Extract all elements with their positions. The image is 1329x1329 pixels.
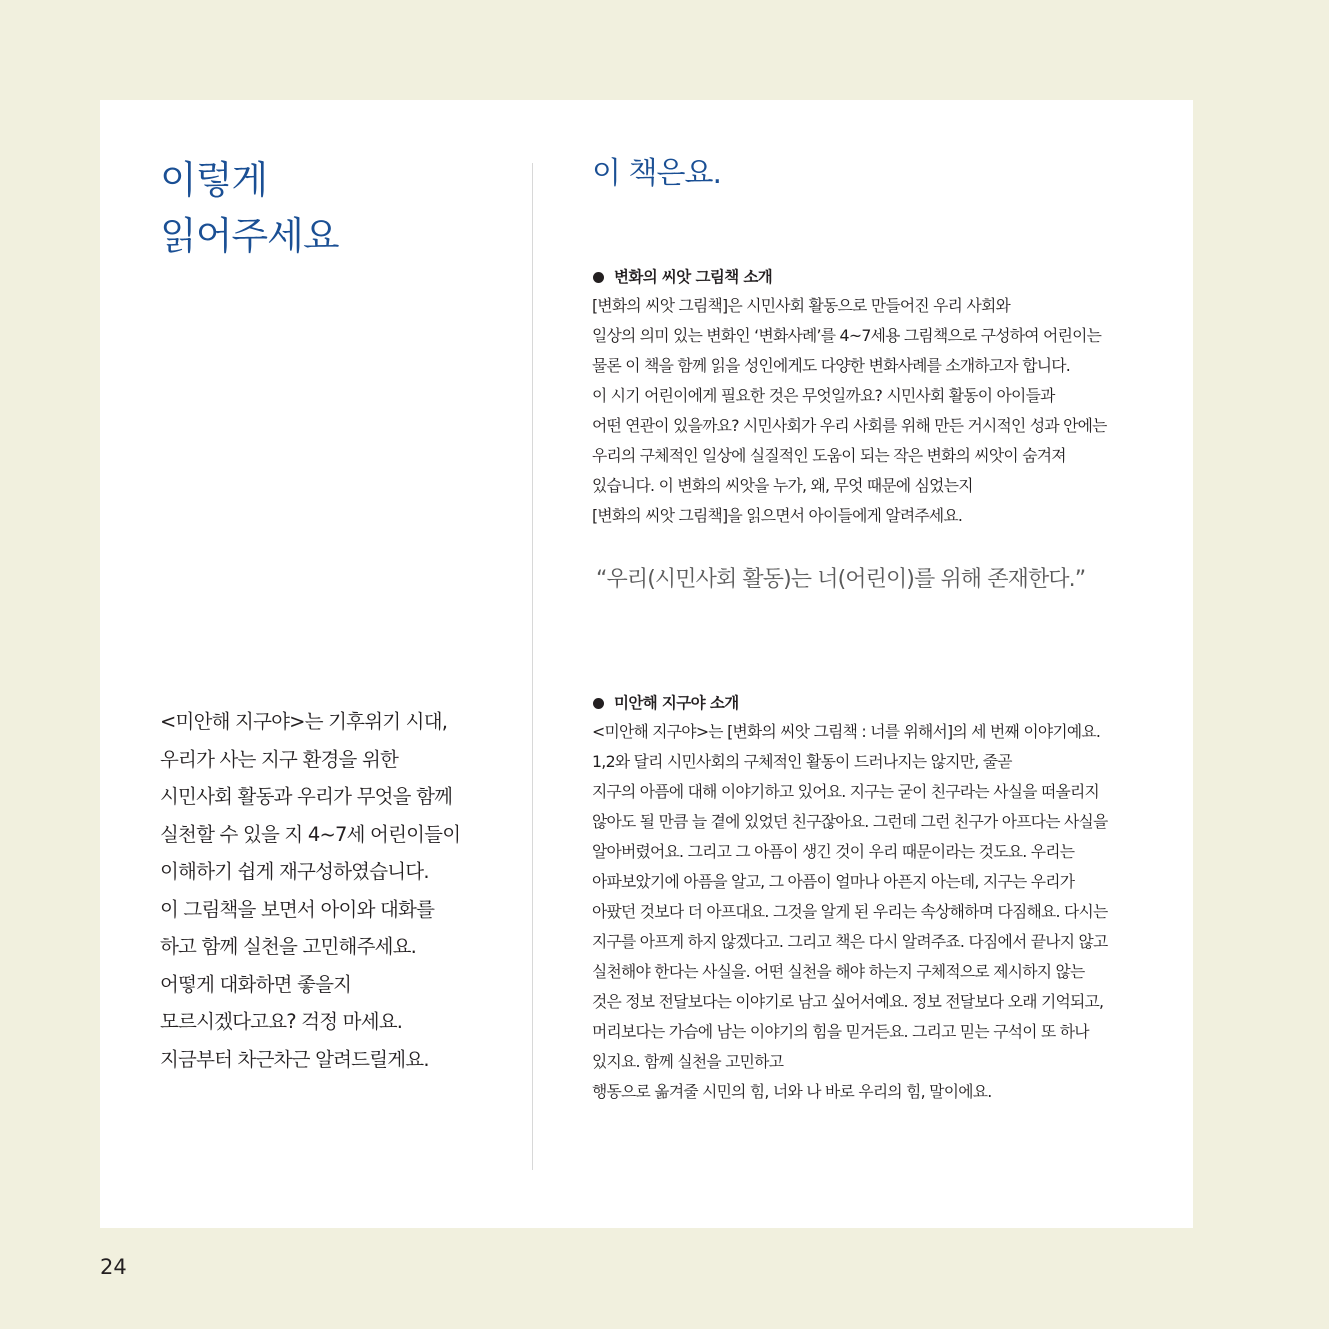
body-line: 머리보다는 가슴에 남는 이야기의 힘을 믿거든요. 그리고 믿는 구석이 또 하나 xyxy=(592,1022,1089,1041)
seed-picturebook-intro-section xyxy=(592,264,1152,531)
body-line: 있지요. 함께 실천을 고민하고 xyxy=(592,1052,784,1071)
body-line: 실천해야 한다는 사실을. 어떤 실천을 해야 하는지 구체적으로 제시하지 않는 xyxy=(592,962,1085,981)
body-line: 일상의 의미 있는 변화인 ‘변화사례’를 4~7세용 그림책으로 구성하여 어린이는 xyxy=(592,326,1102,345)
guide-line: 어떻게 대화하면 좋을지 xyxy=(160,972,352,996)
body-line: 행동으로 옮겨줄 시민의 힘, 너와 나 바로 우리의 힘, 말이에요. xyxy=(592,1082,992,1101)
body-line: 아팠던 것보다 더 아프대요. 그것을 알게 된 우리는 속상해하며 다짐해요. 다시는 xyxy=(592,902,1108,921)
sorry-earth-intro-section xyxy=(592,690,1152,1107)
section-heading xyxy=(592,264,1152,290)
guide-line: 하고 함께 실천을 고민해주세요. xyxy=(160,935,417,958)
guide-line: 우리가 사는 지구 환경을 위한 xyxy=(160,747,399,771)
body-line: [변화의 씨앗 그림책]은 시민사회 활동으로 만들어진 우리 사회와 xyxy=(592,296,1010,315)
body-line: 아파보았기에 아픔을 알고, 그 아픔이 얼마나 아픈지 아는데, 지구는 우리가 xyxy=(592,872,1075,891)
page-number: 24 xyxy=(100,1255,127,1279)
section-heading-text: 변화의 씨앗 그림책 소개 xyxy=(614,268,773,286)
body-line: 1,2와 달리 시민사회의 구체적인 활동이 드러나지는 않지만, 줄곧 xyxy=(592,752,1012,771)
section-heading-text: 미안해 지구야 소개 xyxy=(614,694,739,712)
guide-line: <미안해 지구야>는 기후위기 시대, xyxy=(160,710,448,733)
body-line: [변화의 씨앗 그림책]을 읽으면서 아이들에게 알려주세요. xyxy=(592,506,963,525)
section-heading xyxy=(592,690,1152,716)
body-line: 어떤 연관이 있을까요? 시민사회가 우리 사회를 위해 만든 거시적인 성과 안에는 xyxy=(592,416,1107,435)
left-page-title xyxy=(160,152,339,264)
body-line: <미안해 지구야>는 [변화의 씨앗 그림책 : 너를 위해서]의 세 번째 이야기예요. xyxy=(592,722,1101,741)
body-line: 지구의 아픔에 대해 이야기하고 있어요. 지구는 굳이 친구라는 사실을 떠올리지 xyxy=(592,782,1100,801)
body-line: 우리의 구체적인 일상에 실질적인 도움이 되는 작은 변화의 씨앗이 숨겨져 xyxy=(592,446,1066,465)
body-line: 있습니다. 이 변화의 씨앗을 누가, 왜, 무엇 때문에 심었는지 xyxy=(592,476,973,495)
right-page-title: 이 책은요. xyxy=(592,156,721,191)
pull-quote: “우리(시민사회 활동)는 너(어린이)를 위해 존재한다.” xyxy=(596,567,1086,592)
left-title-line-1: 이렇게 xyxy=(160,158,268,202)
guide-line: 모르시겠다고요? 걱정 마세요. xyxy=(160,1010,403,1033)
guide-line: 시민사회 활동과 우리가 무엇을 함께 xyxy=(160,785,453,808)
body-line: 알아버렸어요. 그리고 그 아픔이 생긴 것이 우리 때문이라는 것도요. 우리는 xyxy=(592,842,1075,861)
guide-line: 이해하기 쉽게 재구성하였습니다. xyxy=(160,860,429,883)
body-line: 이 시기 어린이에게 필요한 것은 무엇일까요? 시민사회 활동이 아이들과 xyxy=(592,386,1055,405)
body-line: 물론 이 책을 함께 읽을 성인에게도 다양한 변화사례를 소개하고자 합니다. xyxy=(592,356,1071,375)
bullet-icon xyxy=(593,272,604,283)
guide-line: 실천할 수 있을 지 4~7세 어린이들이 xyxy=(160,822,461,846)
column-divider xyxy=(532,163,533,1170)
left-title-line-2: 읽어주세요 xyxy=(160,214,339,258)
bullet-icon xyxy=(593,698,604,709)
guide-line: 지금부터 차근차근 알려드릴게요. xyxy=(160,1047,429,1071)
reading-guide-text xyxy=(160,703,520,1078)
body-line: 지구를 아프게 하지 않겠다고. 그리고 책은 다시 알려주죠. 다짐에서 끝나지 않고 xyxy=(592,932,1108,951)
guide-line: 이 그림책을 보면서 아이와 대화를 xyxy=(160,897,435,921)
body-line: 않아도 될 만큼 늘 곁에 있었던 친구잖아요. 그런데 그런 친구가 아프다는 사실을 xyxy=(592,812,1108,831)
body-line: 것은 정보 전달보다는 이야기로 남고 싶어서예요. 정보 전달보다 오래 기억되고, xyxy=(592,992,1104,1011)
